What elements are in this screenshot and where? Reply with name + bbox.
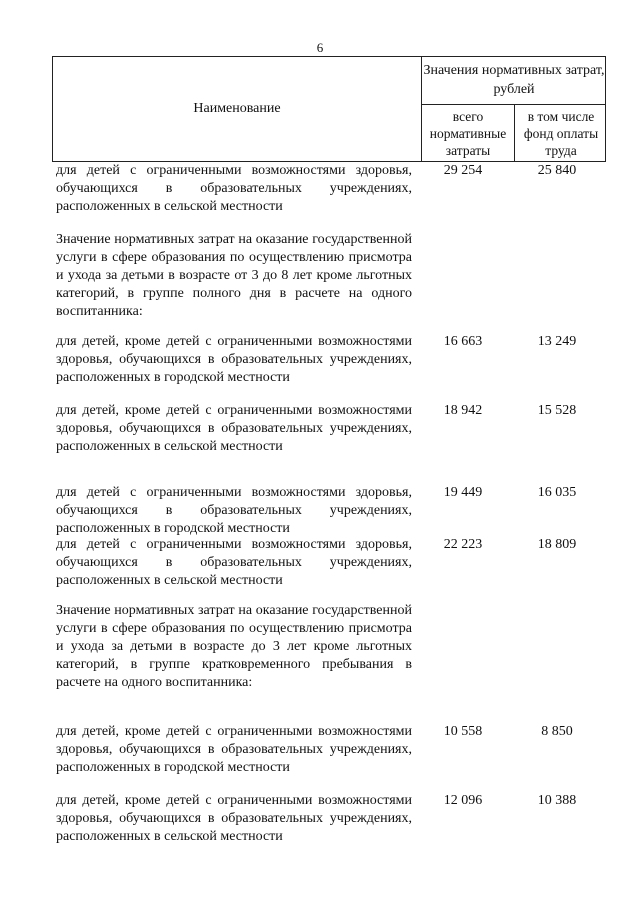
row-total: 12 096	[443, 793, 483, 808]
section-heading: Значение нормативных затрат на оказание государственной услуги в сфере образования по осуществлению присмотра и ухода за детьми в возрасте до 3 лет кроме льготных категорий, в группе кратковременного пребывания в расчете на одного воспитанника:	[56, 603, 412, 690]
row-total: 16 663	[443, 334, 483, 349]
header-col-total: всего нормативные затраты	[429, 109, 507, 158]
page-number: 6	[316, 40, 324, 55]
row-fund: 16 035	[537, 485, 577, 500]
row-fund: 8 850	[541, 724, 573, 739]
table-row: для детей с ограниченными возможностями здоровья, обучающихся в образовательных учреждениях, расположенных в сельской местности	[56, 163, 412, 214]
header-values: Значения нормативных затрат, рублей	[423, 63, 605, 97]
table-row: для детей с ограниченными возможностями здоровья, обучающихся в образовательных учреждениях, расположенных в сельской местности	[56, 537, 412, 588]
table-row: для детей, кроме детей с ограниченными возможностями здоровья, обучающихся в образовательных учреждениях, расположенных в сельской местности	[56, 403, 412, 454]
table-row: для детей с ограниченными возможностями здоровья, обучающихся в образовательных учреждениях, расположенных в городской местности	[56, 485, 412, 536]
row-fund: 18 809	[537, 537, 577, 552]
row-total: 18 942	[443, 403, 483, 418]
row-total: 10 558	[443, 724, 483, 739]
row-total: 19 449	[443, 485, 483, 500]
row-total: 22 223	[443, 537, 483, 552]
row-total: 29 254	[443, 163, 483, 178]
section-heading: Значение нормативных затрат на оказание государственной услуги в сфере образования по осуществлению присмотра и ухода за детьми в возрасте от 3 до 8 лет кроме льготных категорий, в группе полного дня в расчете на одного воспитанника:	[56, 232, 412, 319]
header-divider	[421, 104, 605, 105]
row-fund: 13 249	[537, 334, 577, 349]
row-fund: 10 388	[537, 793, 577, 808]
header-name: Наименование	[193, 101, 281, 116]
row-fund: 15 528	[537, 403, 577, 418]
header-col-fund: в том числе фонд оплаты труда	[523, 109, 599, 158]
table-header	[52, 56, 606, 162]
table-row: для детей, кроме детей с ограниченными возможностями здоровья, обучающихся в образовательных учреждениях, расположенных в городской местности	[56, 724, 412, 775]
table-row: для детей, кроме детей с ограниченными возможностями здоровья, обучающихся в образовательных учреждениях, расположенных в городской местности	[56, 334, 412, 385]
row-fund: 25 840	[537, 163, 577, 178]
table-row: для детей, кроме детей с ограниченными возможностями здоровья, обучающихся в образовательных учреждениях, расположенных в сельской местности	[56, 793, 412, 844]
